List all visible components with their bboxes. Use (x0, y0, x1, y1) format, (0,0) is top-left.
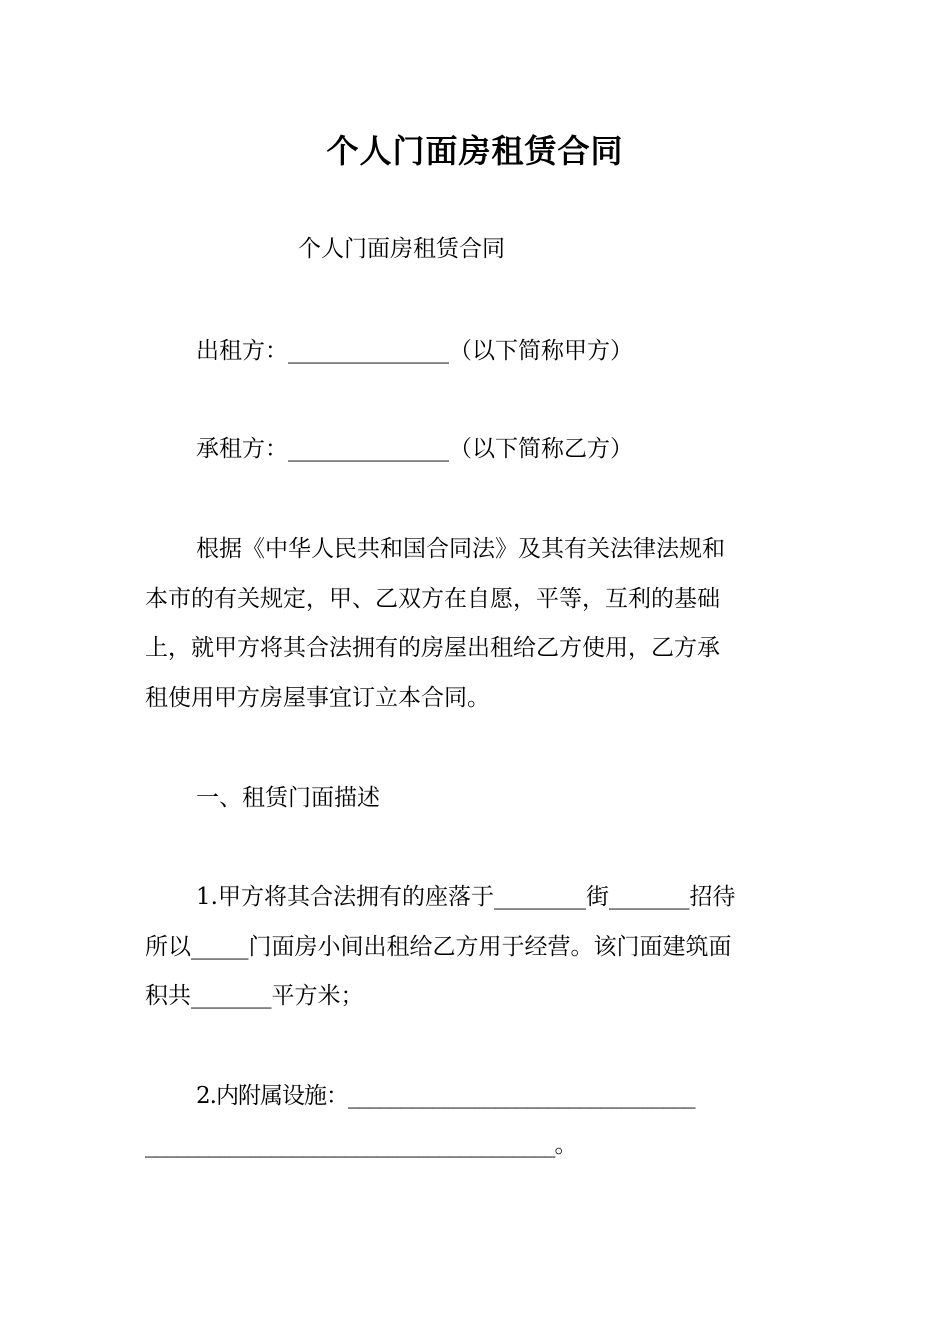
clause-line: 1.甲方将其合法拥有的座落于________街_______招待 (196, 884, 736, 910)
clause-line: 2.内附属设施：_________________________________ (196, 1083, 695, 1109)
clause-line: 积共_______平方米； (145, 983, 364, 1009)
preamble-line: 租使用甲方房屋事宜订立本合同。 (145, 685, 490, 711)
lessee-line: 承租方：______________（以下简称乙方） (196, 436, 633, 462)
preamble-line: 上，就甲方将其合法拥有的房屋出租给乙方使用，乙方承 (145, 635, 720, 661)
clause-line: _______________________________________。 (145, 1132, 577, 1158)
preamble-line: 根据《中华人民共和国合同法》及其有关法律法规和 (196, 536, 725, 562)
preamble-line: 本市的有关规定，甲、乙双方在自愿，平等，互利的基础 (145, 586, 720, 612)
clause-line: 所以_____门面房小间出租给乙方用于经营。该门面建筑面 (145, 934, 732, 960)
section-heading: 一、租赁门面描述 (196, 785, 380, 811)
document-subtitle: 个人门面房租赁合同 (298, 236, 505, 262)
lessor-line: 出租方：______________（以下简称甲方） (196, 338, 633, 364)
document-title: 个人门面房租赁合同 (326, 132, 624, 170)
